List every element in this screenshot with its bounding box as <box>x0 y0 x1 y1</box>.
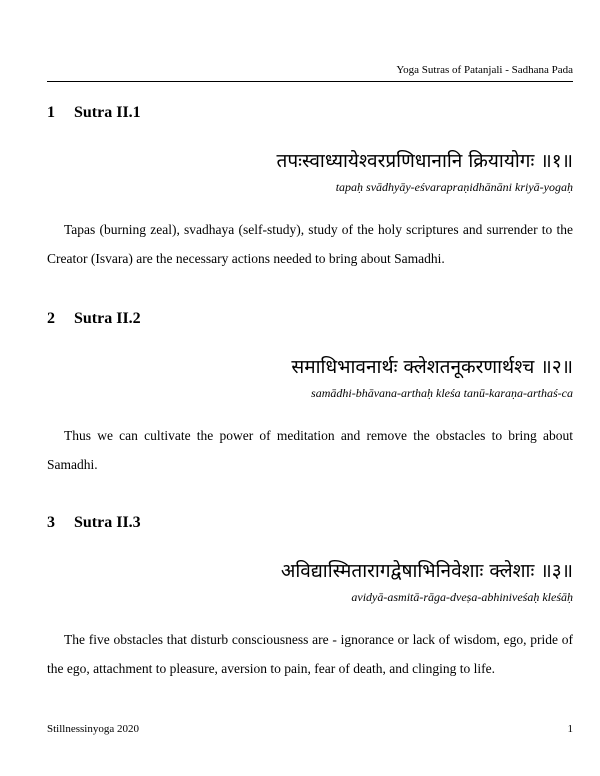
running-header: Yoga Sutras of Patanjali - Sadhana Pada <box>396 64 573 76</box>
section-heading <box>47 309 573 329</box>
header-rule <box>47 81 573 82</box>
sanskrit-verse: अविद्यास्मितारागद्वेषाभिनिवेशाः क्लेशाः ॥३॥ <box>280 560 573 582</box>
section-sutra-1 <box>47 103 573 273</box>
section-sutra-2 <box>47 309 573 479</box>
section-number: 3 <box>47 514 55 531</box>
section-sutra-3 <box>47 513 573 683</box>
section-title: Sutra II.3 <box>74 514 141 531</box>
sanskrit-verse: तपःस्वाध्यायेश्वरप्रणिधानानि क्रियायोगः ॥१॥ <box>276 150 573 172</box>
section-title: Sutra II.1 <box>74 104 141 121</box>
section-number: 2 <box>47 310 55 327</box>
section-title: Sutra II.2 <box>74 310 141 327</box>
section-heading <box>47 103 573 123</box>
page <box>47 0 573 776</box>
footer-left: Stillnessinyoga 2020 <box>47 723 139 735</box>
section-number: 1 <box>47 104 55 121</box>
transliteration: tapaḥ svādhyāy-eśvarapraṇidhānāni kriyā-yogaḥ <box>335 180 573 194</box>
translation-paragraph: Tapas (burning zeal), svadhaya (self-study), study of the holy scriptures and surrender to the Creator (Isvara) are the necessary actions needed to bring about Samadhi. <box>47 222 573 266</box>
sanskrit-verse: समाधिभावनार्थः क्लेशतनूकरणार्थश्च ॥२॥ <box>291 356 573 378</box>
page-number: 1 <box>567 723 573 735</box>
transliteration: samādhi-bhāvana-arthaḥ kleśa tanū-karaṇa-arthaś-ca <box>311 386 573 400</box>
transliteration: avidyā-asmitā-rāga-dveṣa-abhiniveśaḥ kleśāḥ <box>351 590 573 604</box>
section-heading <box>47 513 573 533</box>
translation-paragraph: The five obstacles that disturb consciousness are - ignorance or lack of wisdom, ego, pride of the ego, attachment to pleasure, aversion to pain, fear of death, and clinging to life. <box>47 632 573 676</box>
translation-paragraph: Thus we can cultivate the power of meditation and remove the obstacles to bring about Samadhi. <box>47 428 573 472</box>
